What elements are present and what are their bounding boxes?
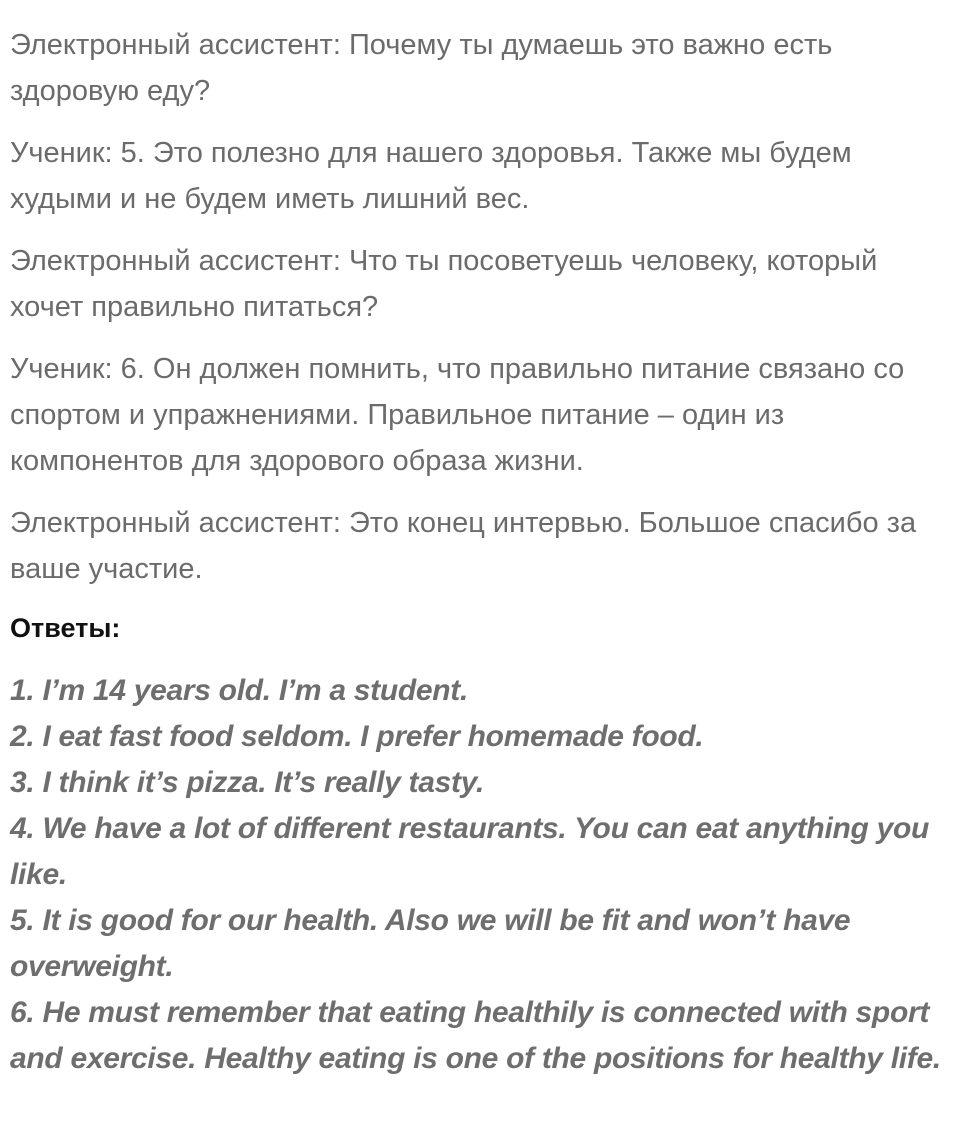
- answer-item: 4. We have a lot of different restaurants. You can eat anything you like.: [10, 812, 930, 891]
- dialogue-paragraph: Ученик: 5. Это полезно для нашего здоровья. Также мы будем худыми и не будем иметь лишний вес.: [10, 137, 852, 215]
- dialogue-paragraph: Ученик: 6. Он должен помнить, что правильно питание связано со спортом и упражнениями. Правильное питание – один из компонентов для здорового образа жизни.: [10, 353, 905, 477]
- answer-item: 3. I think it’s pizza. It’s really tasty.: [10, 766, 484, 799]
- answer-item: 5. It is good for our health. Also we will be fit and won’t have overweight.: [10, 904, 851, 983]
- dialogue-paragraph: Электронный ассистент: Это конец интервью. Большое спасибо за ваше участие.: [10, 507, 917, 585]
- answer-item: 6. He must remember that eating healthily is connected with sport and exercise. Healthy eating is one of the positions for healthy life.: [10, 996, 941, 1075]
- answers-list: [10, 668, 950, 1082]
- dialogue-paragraph: Электронный ассистент: Почему ты думаешь это важно есть здоровую еду?: [10, 29, 833, 107]
- dialogue-paragraph: Электронный ассистент: Что ты посоветуешь человеку, который хочет правильно питаться?: [10, 245, 878, 323]
- answers-heading: Ответы:: [10, 613, 121, 643]
- answer-item: 2. I eat fast food seldom. I prefer homemade food.: [10, 720, 704, 753]
- answer-item: 1. I’m 14 years old. I’m a student.: [10, 674, 469, 707]
